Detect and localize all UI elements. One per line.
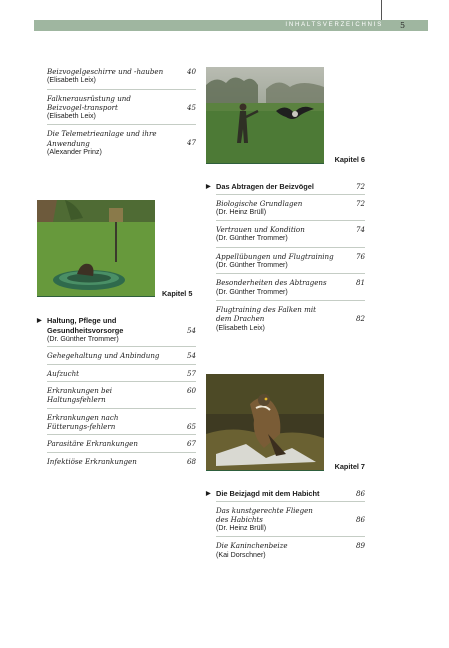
divider	[216, 273, 365, 274]
toc-entry[interactable]: 60 Erkrankungen bei Haltungsfehlern	[47, 386, 196, 405]
kapitel6-line	[206, 163, 324, 164]
divider	[216, 220, 365, 221]
toc-kapitel7	[206, 489, 365, 561]
toc-entry[interactable]: 76 Appellübungen und Flugtraining (Dr. Günther Trommer)	[216, 251, 365, 270]
toc-entry[interactable]: 54 Gehegehaltung und Anbindung	[47, 351, 196, 361]
kapitel6-label: Kapitel 6	[334, 155, 365, 164]
page-number: 5	[400, 21, 406, 30]
toc-col1-top	[47, 67, 196, 158]
toc-entry[interactable]: 40 Beizvogelgeschirre und -hauben (Elisabeth Leix)	[47, 67, 196, 85]
arrow-icon: ▶	[37, 318, 42, 324]
toc-entry[interactable]: 86 Das kunstgerechte Fliegen des Habichts (Dr. Heinz Brüll)	[216, 505, 365, 533]
divider	[47, 452, 196, 453]
divider	[216, 247, 365, 248]
kapitel7-line	[206, 470, 324, 471]
falconer-photo	[206, 67, 324, 163]
toc-entry[interactable]: 68 Infektiöse Erkrankungen	[47, 456, 196, 466]
divider	[47, 364, 196, 365]
toc-entry[interactable]: 57 Aufzucht	[47, 368, 196, 378]
toc-entry[interactable]: 47 Die Telemetrieanlage und ihre Anwendung (Alexander Prinz)	[47, 129, 196, 157]
toc-entry[interactable]: 81 Besonderheiten des Abtragens (Dr. Günther Trommer)	[216, 278, 365, 296]
divider	[216, 194, 365, 195]
divider	[47, 124, 196, 125]
toc-entry[interactable]: 89 Die Kaninchenbeize (Kai Dorschner)	[216, 541, 365, 559]
divider	[47, 408, 196, 409]
toc-entry[interactable]: 72 Biologische Grundlagen (Dr. Heinz Brüll)	[216, 198, 365, 216]
divider	[47, 381, 196, 382]
section-heading[interactable]: ▶ Das Abtragen der Beizvögel 72	[206, 182, 365, 191]
kapitel5-label: Kapitel 5	[162, 289, 193, 298]
header-title: INHALTSVERZEICHNIS	[285, 22, 383, 28]
divider	[216, 300, 365, 301]
toc-kapitel6	[206, 182, 365, 334]
hawk-photo	[206, 374, 324, 470]
toc-entry[interactable]: 67 Parasitäre Erkrankungen	[47, 439, 196, 449]
perch-photo	[37, 200, 155, 296]
divider	[47, 434, 196, 435]
section-heading[interactable]: ▶ Haltung, Pflege und Gesundheitsvorsorge 54	[37, 316, 196, 335]
section-heading[interactable]: ▶ Die Beizjagd mit dem Habicht 86	[206, 489, 365, 498]
toc-entry[interactable]: 82 Flugtraining des Falken mit dem Drachen (Elisabeth Leix)	[216, 304, 365, 332]
arrow-icon: ▶	[206, 491, 211, 497]
divider	[47, 346, 196, 347]
arrow-icon: ▶	[206, 184, 211, 190]
divider	[216, 536, 365, 537]
toc-entry[interactable]: 74 Vertrauen und Kondition (Dr. Günther Trommer)	[216, 225, 365, 243]
kapitel5-line	[37, 296, 155, 297]
kapitel7-label: Kapitel 7	[334, 462, 365, 471]
toc-entry[interactable]: 65 Erkrankungen nach Fütterungs-fehlern	[47, 412, 196, 431]
divider	[216, 501, 365, 502]
toc-kapitel5: ▶ Haltung, Pflege und Gesundheitsvorsorge 54 (Dr. Günther Trommer) 54 Gehegehaltung und Anbindung 57 Aufzucht 60 Erkrankungen bei Haltungsfehlern 65 Erkrankungen nach Fütterungs-fehlern 67 Parasitäre Erkrankungen 68 Infektiöse Erkrankungen	[37, 316, 196, 466]
divider	[47, 89, 196, 90]
toc-entry[interactable]: 45 Falknerausrüstung und Beizvogel-transport (Elisabeth Leix)	[47, 93, 196, 121]
